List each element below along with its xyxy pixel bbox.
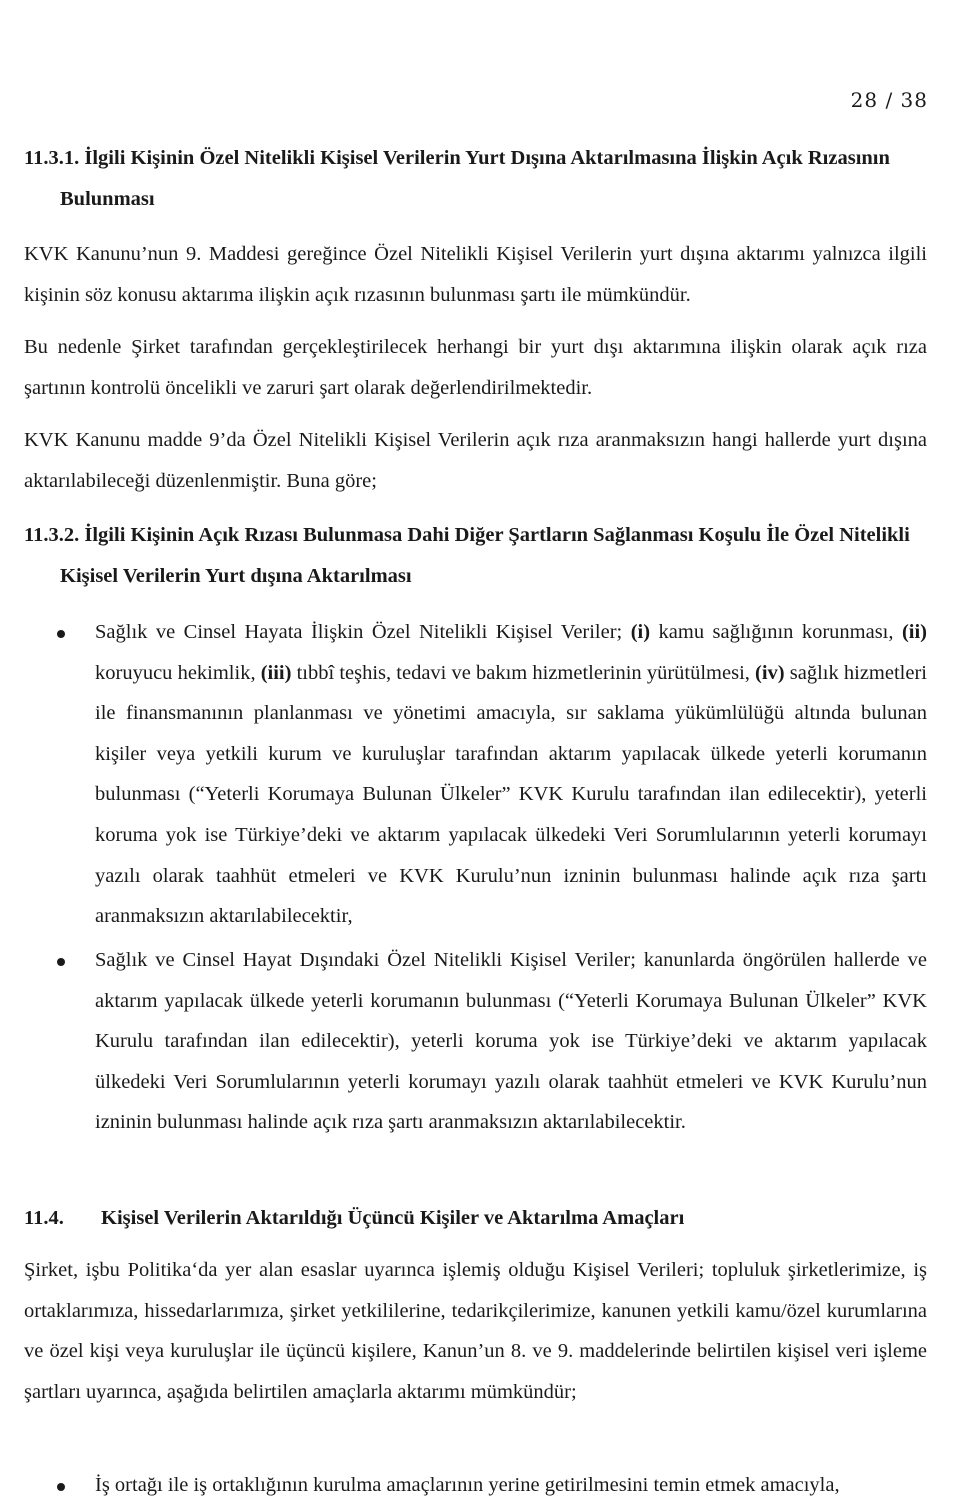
section-number: 11.3.2. (24, 524, 80, 546)
section-heading-11-3-2 (24, 515, 960, 596)
bullet-icon (57, 1483, 65, 1491)
bullet-icon (57, 958, 65, 966)
section-heading-11-3-1 (24, 138, 960, 219)
paragraph: KVK Kanunu’nun 9. Maddesi gereğince Özel Nitelikli Kişisel Verilerin yurt dışına aktarımı yalnızca ilgili kişinin söz konusu aktarıma ilişkin açık rızasının bulunması şartı ile mümkündür. (24, 243, 927, 306)
section-heading-11-4 (24, 1198, 934, 1239)
section-title: İlgili Kişinin Özel Nitelikli Kişisel Verilerin Yurt Dışına Aktarılmasına İlişkin Açık Rızasının Bulunması (60, 147, 890, 210)
list-item: Sağlık ve Cinsel Hayata İlişkin Özel Nitelikli Kişisel Veriler; (i) kamu sağlığının korunması, (ii) koruyucu hekimlik, (iii) tıbbî teşhis, tedavi ve bakım hizmetlerinin yürütülmesi, (iv) sağlık hizmetleri ile finansmanının planlanması ve yönetimi amacıyla, sır saklama yükümlülüğü altında bulunan kişiler veya yetkili kurum ve kuruluşlar tarafından aktarım yapılacak ülkede yeterli korumanın bulunması (“Yeterli Korumaya Bulunan Ülkeler” KVK Kurulu tarafından ilan edilecektir), yeterli koruma yok ise Türkiye’deki ve aktarım yapılacak ülkedeki Veri Sorumlularının yeterli korumayı yazılı olarak taahhüt etmeleri ve KVK Kurulu’nun izninin bulunması halinde açık rıza şartı aranmaksızın aktarılabilecektir, (95, 621, 928, 928)
bullet-icon (57, 630, 65, 638)
section-title: İlgili Kişinin Açık Rızası Bulunmasa Dahi Diğer Şartların Sağlanması Koşulu İle Özel Nitelikli Kişisel Verilerin Yurt dışına Aktarılması (60, 524, 910, 587)
paragraph: Bu nedenle Şirket tarafından gerçekleştirilecek herhangi bir yurt dışı aktarımına ilişkin olarak açık rıza şartının kontrolü öncelikli ve zaruri şart olarak değerlendirilmektedir. (24, 336, 927, 399)
section-number: 11.4. (24, 1207, 64, 1229)
section-title: Kişisel Verilerin Aktarıldığı Üçüncü Kişiler ve Aktarılma Amaçları (101, 1207, 685, 1229)
list-item: İş ortağı ile iş ortaklığının kurulma amaçlarının yerine getirilmesini temin etmek amacıyla, (95, 1474, 840, 1496)
paragraph: Şirket, işbu Politika‘da yer alan esaslar uyarınca işlemiş olduğu Kişisel Verileri; topluluk şirketlerimize, iş ortaklarımıza, hissedarlarımıza, şirket yetkililerine, tedarikçilerimize, kanunen yetkili kamu/özel kurumlarına ve özel kişi veya kuruluşlar ile üçüncü kişilere, Kanun’un 8. ve 9. maddelerinde belirtilen kişisel veri işleme şartları uyarınca, aşağıda belirtilen amaçlarla aktarımı mümkündür; (24, 1259, 927, 1403)
section-number: 11.3.1. (24, 147, 80, 169)
paragraph: KVK Kanunu madde 9’da Özel Nitelikli Kişisel Verilerin açık rıza aranmaksızın hangi hallerde yurt dışına aktarılabileceği düzenlenmiştir. Buna göre; (24, 429, 927, 492)
list-item: Sağlık ve Cinsel Hayat Dışındaki Özel Nitelikli Kişisel Veriler; kanunlarda öngörülen hallerde ve aktarım yapılacak ülkede yeterli korumanın bulunması (“Yeterli Korumaya Bulunan Ülkeler” KVK Kurulu tarafından ilan edilecektir), yeterli koruma yok ise Türkiye’deki ve aktarım yapılacak ülkedeki Veri Sorumlularının yeterli korumayı yazılı olarak taahhüt etmeleri ve KVK Kurulu’nun izninin bulunması halinde açık rıza şartı aranmaksızın aktarılabilecektir. (95, 949, 927, 1134)
page-number: 28 / 38 (850, 88, 928, 112)
